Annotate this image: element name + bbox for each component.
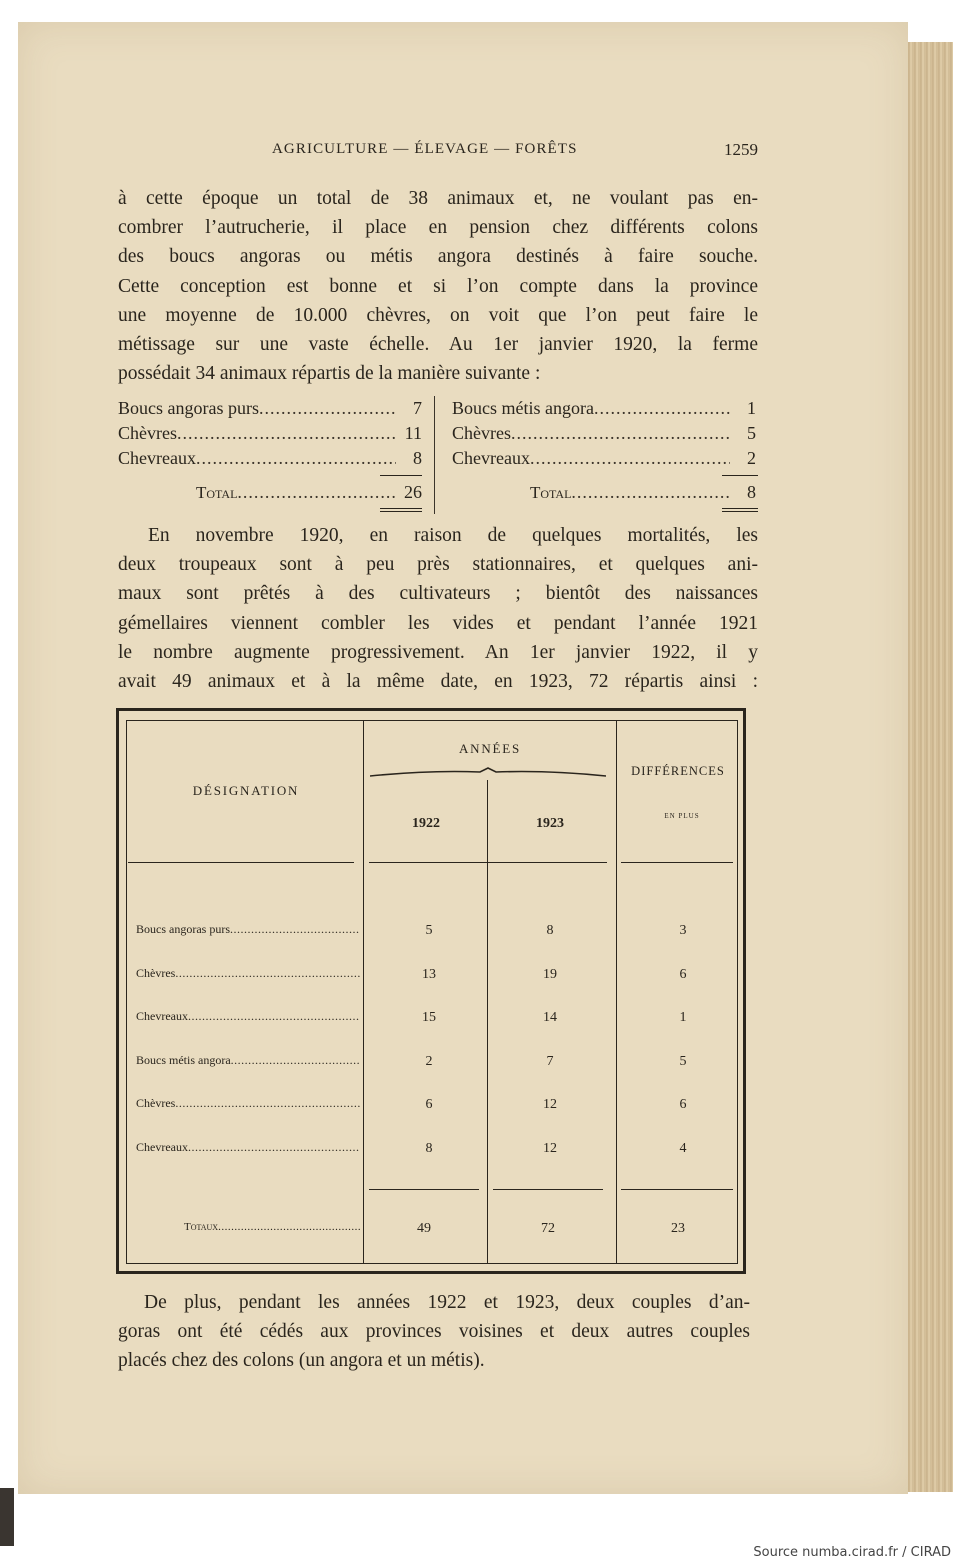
text-line: deux troupeaux sont à peu près stationnaires, et quelques ani- <box>118 554 758 576</box>
header-differences: DIFFÉRENCES <box>631 764 725 778</box>
table-cell-diff: 5 <box>679 1054 687 1069</box>
table-cell-y1923: 8 <box>546 923 554 938</box>
totals-row-label: Totaux ..... <box>184 1221 360 1233</box>
header-rule <box>369 862 607 863</box>
table-cell-y1923: 14 <box>543 1010 557 1025</box>
total-rule <box>722 511 758 512</box>
brace-ornament <box>370 766 606 780</box>
text-line: gémellaires viennent combler les vides et pendant l’année 1921 <box>118 612 758 634</box>
list-total: Total ..... 8 <box>452 480 756 505</box>
sum-rule <box>380 475 422 476</box>
table-cell-y1923: 19 <box>543 967 557 982</box>
text-line: placés chez des colons (un angora et un métis). <box>118 1350 485 1372</box>
table-cell-y1922: 8 <box>425 1141 433 1156</box>
total-rule <box>722 508 758 509</box>
table-cell-y1922: 5 <box>425 923 433 938</box>
text-line: des boucs angoras ou métis angora destinés à faire souche. <box>118 246 758 268</box>
herd-list-pure <box>118 396 422 505</box>
sum-rule <box>722 475 758 476</box>
paragraph-3 <box>118 1288 750 1376</box>
total-diff: 23 <box>671 1221 685 1236</box>
scan-shadow <box>0 1488 14 1546</box>
text-line: avait 49 animaux et à la même date, en 1923, 72 répartis ainsi : <box>118 670 758 692</box>
table-row-label: Boucs métis angora ..... <box>136 1053 360 1068</box>
header-rule <box>621 862 733 863</box>
herd-table <box>126 720 738 1264</box>
table-cell-y1922: 15 <box>422 1010 436 1025</box>
table-cell-diff: 3 <box>679 923 687 938</box>
text-line: En novembre 1920, en raison de quelques mortalités, les <box>148 525 758 546</box>
table-cell-diff: 1 <box>679 1010 687 1025</box>
table-cell-y1923: 12 <box>543 1097 557 1112</box>
sum-rule <box>369 1189 479 1190</box>
total-1922: 49 <box>417 1221 431 1236</box>
text-line: métissage sur une vaste échelle. Au 1er janvier 1920, la ferme <box>118 333 758 355</box>
table-cell-diff: 6 <box>679 967 687 982</box>
text-line: goras ont été cédés aux provinces voisines et deux autres couples <box>118 1321 750 1343</box>
header-en-plus: EN PLUS <box>664 812 700 820</box>
table-row-label: Chevreaux ..... <box>136 1140 360 1155</box>
table-cell-diff: 6 <box>679 1097 687 1112</box>
table-row-label: Chèvres ..... <box>136 1096 360 1111</box>
list-item: Chèvres ..... 5 <box>452 421 756 446</box>
text-line: Cette conception est bonne et si l’on compte dans la province <box>118 275 758 297</box>
column-divider <box>616 720 617 1264</box>
table-cell-y1922: 6 <box>425 1097 433 1112</box>
header-annees: ANNÉES <box>458 741 522 756</box>
header-1923: 1923 <box>536 816 564 831</box>
list-item: Boucs angoras purs ..... 7 <box>118 396 422 421</box>
list-item: Chèvres ..... 11 <box>118 421 422 446</box>
table-cell-y1922: 2 <box>425 1054 433 1069</box>
text-line: combrer l’autrucherie, il place en pension chez différents colons <box>118 217 758 239</box>
running-head: AGRICULTURE — ÉLEVAGE — FORÊTS <box>272 141 578 157</box>
table-cell-diff: 4 <box>679 1141 687 1156</box>
table-row-label: Chevreaux ..... <box>136 1009 360 1024</box>
text-line: maux sont prêtés à des cultivateurs ; bientôt des naissances <box>118 583 758 605</box>
list-item: Chevreaux ..... 2 <box>452 446 756 471</box>
header-designation: DÉSIGNATION <box>192 783 300 798</box>
table-row-label: Chèvres ..... <box>136 966 360 981</box>
text-line: le nombre augmente progressivement. An 1er janvier 1922, il y <box>118 641 758 663</box>
column-divider <box>363 720 364 1264</box>
source-credit: Source numba.cirad.fr / CIRAD <box>753 1545 951 1560</box>
total-rule <box>380 508 422 509</box>
list-total: Total ..... 26 <box>118 480 422 505</box>
header-1922: 1922 <box>412 816 440 831</box>
table-row-label: Boucs angoras purs ..... <box>136 922 360 937</box>
herd-list-mixed <box>452 396 756 505</box>
text-line: De plus, pendant les années 1922 et 1923, deux couples d’an- <box>144 1292 750 1313</box>
text-line: une moyenne de 10.000 chèvres, on voit que l’on peut faire le <box>118 304 758 326</box>
list-item: Chevreaux ..... 8 <box>118 446 422 471</box>
total-rule <box>380 511 422 512</box>
paragraph-2 <box>118 521 758 696</box>
text-line: à cette époque un total de 38 animaux et, ne voulant pas en- <box>118 188 758 209</box>
text-line: possédait 34 animaux répartis de la manière suivante : <box>118 363 541 385</box>
table-cell-y1923: 12 <box>543 1141 557 1156</box>
page-number: 1259 <box>724 140 758 159</box>
header-rule <box>128 862 354 863</box>
total-1923: 72 <box>541 1221 555 1236</box>
paragraph-1 <box>118 184 758 388</box>
list-item: Boucs métis angora ..... 1 <box>452 396 756 421</box>
sum-rule <box>621 1189 733 1190</box>
column-divider <box>487 780 488 1264</box>
column-separator <box>434 396 435 514</box>
table-cell-y1923: 7 <box>546 1054 554 1069</box>
table-cell-y1922: 13 <box>422 967 436 982</box>
sum-rule <box>493 1189 603 1190</box>
